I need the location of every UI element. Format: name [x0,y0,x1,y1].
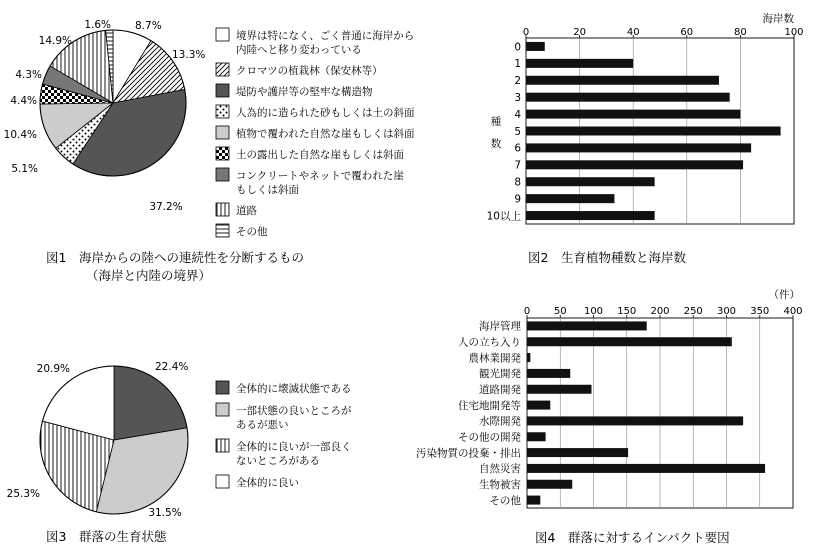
fig4-tick-label-5: 250 [683,306,703,317]
fig4-bar-5 [527,401,550,410]
fig1-legend-label-7-0: 道路 [236,205,257,217]
fig2-bar-0 [526,42,545,51]
fig3-caption: 図3 群落の生育状態 [46,529,167,544]
fig2-category-label-1: 1 [514,58,521,71]
fig2-bar-2 [526,76,719,85]
fig4-bar-9 [527,464,765,473]
fig1-caption-line2: （海岸と内陸の境界） [86,268,212,283]
fig2-bar-9 [526,194,614,203]
fig2-bar-10 [526,211,655,220]
fig4-bar-7 [527,432,546,441]
fig4-category-label-1: 人の立ち入り [458,336,521,349]
fig1-legend-label-3-0: 人為的に造られた砂もしくは土の斜面 [236,107,415,119]
fig3-legend-label-2-1: ないところがある [236,455,320,467]
fig2-y-axis-title-char-1: 数 [490,138,502,150]
fig3-slice-label-3: 20.9% [36,363,70,375]
fig1-legend-label-4-0: 植物で覆われた自然な崖もしくは斜面 [236,128,415,140]
fig4-category-label-7: その他の開発 [458,431,521,444]
fig2-bar-6 [526,143,751,152]
fig1-slice-label-1: 13.3% [172,49,206,61]
fig4-bar-4 [527,385,592,394]
fig1-legend-label-0-0: 境界は特になく、ごく普通に海岸から [236,30,415,42]
fig2-bar-8 [526,177,655,186]
fig2-tick-label-1: 20 [573,27,586,38]
fig4-tick-label-0: 0 [523,306,531,317]
fig4-bar-10 [527,480,572,489]
fig1-legend-item-0 [216,28,414,56]
fig2-category-label-0: 0 [514,41,521,54]
fig3-slice-label-2: 25.3% [6,488,40,500]
fig3-legend-label-2-0: 全体的に良いが一部良く [236,441,352,453]
fig1-legend-item-3 [216,105,415,119]
fig3-slice-label-1: 31.5% [148,507,182,519]
fig2-y-axis-title-char-0: 種 [490,116,502,128]
fig4-category-label-4: 道路開発 [479,384,521,397]
fig3-slice-label-0: 22.4% [155,361,189,373]
fig2-bar-7 [526,160,743,169]
fig1-legend-item-5 [216,147,404,161]
fig1-legend-item-8 [216,224,268,238]
fig1-legend-item-1 [216,63,383,77]
fig3-legend-label-0-0: 全体的に壊滅状態である [236,383,352,395]
fig3-legend-label-1-0: 一部状態の良いところが [236,405,352,417]
fig1-legend [216,28,415,238]
fig4-tick-label-1: 50 [553,306,567,317]
fig2-category-label-6: 6 [514,142,521,155]
fig2-tick-label-2: 40 [626,27,640,38]
fig3-legend [216,381,352,489]
fig1-slice-label-7: 14.9% [38,35,72,47]
fig4-category-label-6: 水際開発 [479,415,521,428]
fig1-legend-label-6-1: もしくは斜面 [236,184,299,196]
fig2-tick-label-4: 80 [734,27,747,38]
fig1-legend-item-6 [216,168,404,196]
fig1-legend-swatch-2 [216,84,229,97]
fig1-legend-label-1-0: クロマツの植栽林（保安林等） [236,65,383,77]
fig4-tick-label-8: 400 [783,306,803,317]
fig3-legend-item-2 [216,439,352,467]
fig4-tick-label-7: 350 [750,306,770,317]
fig1-legend-swatch-5 [216,147,229,160]
fig3-legend-label-1-1: あるが悪い [236,419,289,431]
fig4-category-label-5: 住宅地開発等 [458,399,521,412]
fig1-legend-label-2-0: 堤防や護岸等の堅牢な構造物 [236,86,373,98]
fig1-legend-swatch-7 [216,203,229,216]
fig4-category-label-11: その他 [489,494,521,507]
fig3-legend-swatch-3 [216,475,229,488]
fig1-slice-label-8: 1.6% [84,19,111,31]
fig1-slice-label-4: 10.4% [3,129,37,141]
fig3-legend-label-3-0: 全体的に良い [236,477,299,489]
fig2-bar-1 [526,59,633,68]
fig4-category-label-0: 海岸管理 [479,320,521,333]
fig4-tick-label-6: 300 [716,306,737,317]
fig3-legend-swatch-1 [216,403,229,416]
fig2-tick-label-5: 100 [784,27,804,38]
fig3-legend-swatch-0 [216,381,229,394]
fig2-category-label-5: 5 [514,125,521,138]
fig1-legend-item-7 [216,203,257,217]
fig2-category-label-9: 9 [514,193,521,206]
fig1-legend-label-8-0: その他 [236,226,268,238]
fig1-slice-label-6: 4.3% [15,69,42,81]
fig1-legend-swatch-8 [216,224,229,237]
fig4-bar-2 [527,353,530,362]
fig1-legend-item-2 [216,84,373,98]
fig2-category-label-3: 3 [514,91,521,104]
fig1-caption-line1: 図1 海岸からの陸への連続性を分断するもの [46,250,304,265]
fig1-legend-swatch-1 [216,63,229,76]
fig4-category-label-2: 農林業開発 [468,352,521,365]
fig2-y-axis-title [491,116,502,150]
fig2-bar-3 [526,93,730,102]
fig2-bar-chart [487,12,804,224]
fig1-legend-swatch-3 [216,105,229,118]
fig4-unit-label: （件） [768,289,800,301]
fig4-bar-0 [527,321,647,330]
fig4-category-label-10: 生物被害 [479,479,521,492]
fig2-category-label-4: 4 [514,108,521,121]
fig3-slice-0 [114,366,187,440]
fig4-bar-3 [527,369,570,378]
fig1-slice-label-5: 4.4% [10,95,37,107]
fig1-slice-label-2: 37.2% [149,201,183,213]
fig1-legend-item-4 [216,126,415,140]
fig3-legend-item-3 [216,475,299,489]
fig4-category-label-8: 汚染物質の投棄・排出 [416,447,521,460]
fig1-legend-swatch-6 [216,168,229,181]
fig1-legend-label-6-0: コンクリートやネットで覆われた崖 [236,170,404,182]
fig1-legend-swatch-0 [216,28,229,41]
fig1-slice-label-0: 8.7% [135,20,162,32]
fig1-legend-label-5-0: 土の露出した自然な崖もしくは斜面 [236,149,404,161]
fig3-pie-chart [7,361,352,519]
fig4-tick-label-4: 200 [650,306,670,317]
fig4-bar-6 [527,416,743,425]
fig2-caption: 図2 生育植物種数と海岸数 [528,250,686,265]
fig4-category-label-3: 観光開発 [479,368,521,381]
fig4-bar-chart [416,288,803,508]
fig4-tick-label-3: 150 [617,306,637,317]
fig4-bar-1 [527,337,732,346]
fig4-tick-label-2: 100 [583,306,604,317]
fig3-legend-item-1 [216,403,352,431]
fig1-legend-swatch-4 [216,126,229,139]
fig2-tick-label-0: 0 [522,27,530,38]
fig1-legend-label-0-1: 内陸へと移り変わっている [236,44,362,56]
fig3-legend-swatch-2 [216,439,229,452]
fig1-slice-label-3: 5.1% [11,163,38,175]
fig2-category-label-8: 8 [514,176,521,189]
fig1-pie-chart [4,19,415,238]
fig2-x-axis-title: 海岸数 [762,13,794,25]
fig2-bar-4 [526,110,740,119]
fig3-legend-item-0 [216,381,352,395]
fig4-category-label-9: 自然災害 [479,463,521,476]
fig2-category-label-10: 10以上 [486,210,521,223]
fig2-tick-label-3: 60 [680,27,694,38]
fig4-caption: 図4 群落に対するインパクト要因 [535,530,730,545]
fig2-category-label-7: 7 [514,159,521,172]
fig2-category-label-2: 2 [514,75,521,88]
fig4-bar-11 [527,496,540,505]
fig4-bar-8 [527,448,628,457]
fig2-bar-5 [526,127,781,136]
